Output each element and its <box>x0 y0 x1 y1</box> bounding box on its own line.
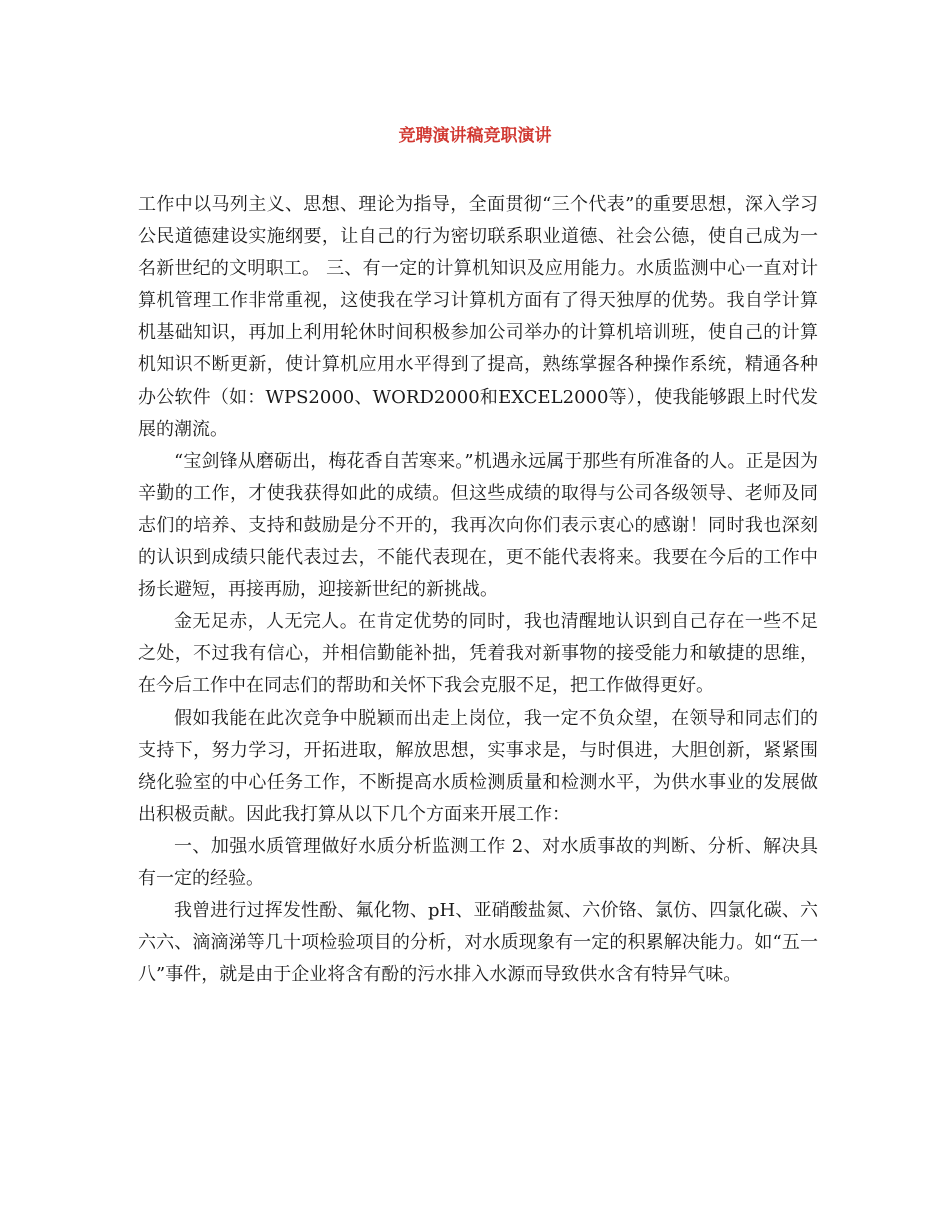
document-title: 竞聘演讲稿竞职演讲 <box>398 126 552 146</box>
paragraph-5: 一、加强水质管理做好水质分析监测工作 2、对水质事故的判断、分析、解决具有一定的经验。 <box>138 835 818 889</box>
paragraph-2: “宝剑锋从磨砺出，梅花香自苦寒来。”机遇永远属于那些有所准备的人。正是因为辛勤的工作，才使我获得如此的成绩。但这些成绩的取得与公司各级领导、老师及同志们的培养、支持和鼓励是分不开的，我再次向你们表示衷心的感谢！同时我也深刻的认识到成绩只能代表过去，不能代表现在，更不能代表将来。我要在今后的工作中扬长避短，再接再励，迎接新世纪的新挑战。 <box>138 450 818 601</box>
paragraph-1: 工作中以马列主义、思想、理论为指导，全面贯彻“三个代表”的重要思想，深入学习公民道德建设实施纲要，让自己的行为密切联系职业道德、社会公德，使自己成为一名新世纪的文明职工。 三、有一定的计算机知识及应用能力。水质监测中心一直对计算机管理工作非常重视，这使我在学习计算机方面有了得天独厚的优势。我自学计算机基础知识，再加上利用轮休时间积极参加公司举办的计算机培训班，使自己的计算机知识不断更新，使计算机应用水平得到了提高，熟练掌握各种操作系统，精通各种办公软件（如：WPS2000、WORD2000和EXCEL2000等），使我能够跟上时代发展的潮流。 <box>138 194 818 440</box>
paragraph-6: 我曾进行过挥发性酚、氟化物、pH、亚硝酸盐氮、六价铬、氯仿、四氯化碳、六六六、滴滴涕等几十项检验项目的分析，对水质现象有一定的积累解决能力。如“五一八”事件，就是由于企业将含有酚的污水排入水源而导致供水含有特异气味。 <box>138 900 818 986</box>
paragraph-3: 金无足赤，人无完人。在肯定优势的同时，我也清醒地认识到自己存在一些不足之处，不过我有信心，并相信勤能补拙，凭着我对新事物的接受能力和敏捷的思维，在今后工作中在同志们的帮助和关怀下我会克服不足，把工作做得更好。 <box>138 611 818 697</box>
paragraph-4: 假如我能在此次竞争中脱颖而出走上岗位，我一定不负众望，在领导和同志们的支持下，努力学习，开拓进取，解放思想，实事求是，与时俱进，大胆创新，紧紧围绕化验室的中心任务工作，不断提高水质检测质量和检测水平，为供水事业的发展做出积极贡献。因此我打算从以下几个方面来开展工作： <box>138 707 818 825</box>
document-body <box>138 189 818 991</box>
